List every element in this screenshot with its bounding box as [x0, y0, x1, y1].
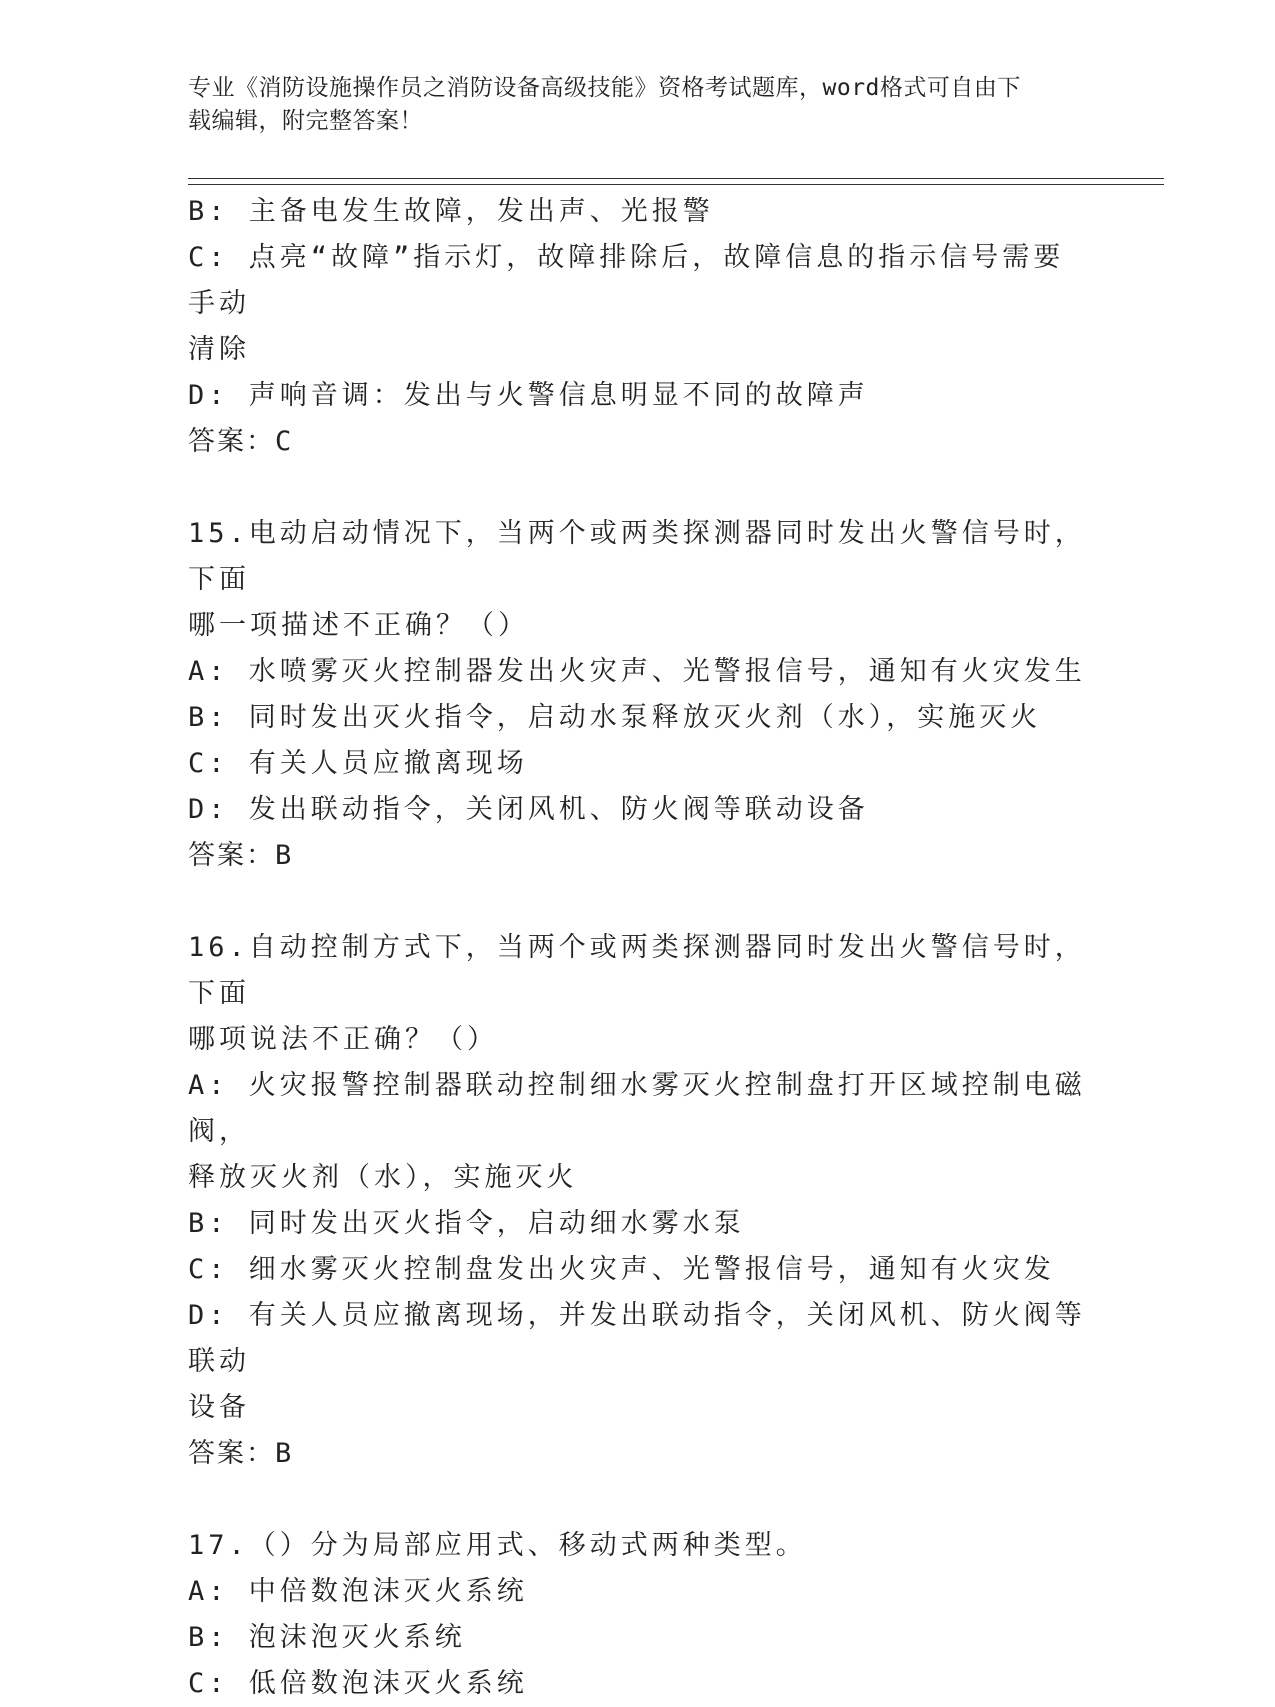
option-a-line-2: 释放灭火剂（水），实施灭火	[188, 1162, 578, 1193]
spacer	[188, 879, 1088, 925]
option-a-line-1: A: 火灾报警控制器联动控制细水雾灭火控制盘打开区域控制电磁阀，	[188, 1070, 1086, 1147]
option-b: B: 泡沫泡灭火系统	[188, 1622, 466, 1653]
question-14-tail	[188, 189, 1088, 465]
question-stem-line-1: 15.电动启动情况下，当两个或两类探测器同时发出火警信号时，下面	[188, 518, 1086, 595]
question-15	[188, 511, 1088, 879]
question-stem-line-2: 哪一项描述不正确？（）	[188, 610, 529, 641]
question-stem-line-2: 哪项说法不正确？（）	[188, 1024, 498, 1055]
option-d: D: 声响音调：发出与火警信息明显不同的故障声	[188, 380, 869, 411]
option-c: C: 细水雾灭火控制盘发出火灾声、光警报信号，通知有火灾发	[188, 1254, 1055, 1285]
answer: 答案：B	[188, 1438, 294, 1469]
option-b: B: 同时发出灭火指令，启动细水雾水泵	[188, 1208, 745, 1239]
option-b: B: 主备电发生故障，发出声、光报警	[188, 196, 714, 227]
option-a: A: 中倍数泡沫灭火系统	[188, 1576, 528, 1607]
spacer	[188, 465, 1088, 511]
option-d-line-2: 设备	[188, 1392, 250, 1423]
header-rule-bottom	[188, 184, 1164, 185]
option-a: A: 水喷雾灭火控制器发出火灾声、光警报信号，通知有火灾发生	[188, 656, 1086, 687]
question-stem-line-1: 16.自动控制方式下，当两个或两类探测器同时发出火警信号时，下面	[188, 932, 1086, 1009]
header-rule-top	[188, 178, 1164, 179]
option-c-line-1: C: 点亮“故障”指示灯，故障排除后，故障信息的指示信号需要手动	[188, 242, 1065, 319]
document-header	[188, 72, 1078, 138]
question-16	[188, 925, 1088, 1477]
option-d: D: 发出联动指令，关闭风机、防火阀等联动设备	[188, 794, 869, 825]
option-c: C: 有关人员应撤离现场	[188, 748, 528, 779]
question-17	[188, 1523, 1088, 1707]
option-c: C: 低倍数泡沫灭火系统	[188, 1668, 528, 1699]
answer: 答案：B	[188, 840, 294, 871]
header-line-1: 专业《消防设施操作员之消防设备高级技能》资格考试题库，word格式可自由下	[188, 75, 1021, 101]
answer: 答案：C	[188, 426, 294, 457]
header-line-2: 载编辑，附完整答案！	[188, 108, 423, 134]
option-d-line-1: D: 有关人员应撤离现场，并发出联动指令，关闭风机、防火阀等联动	[188, 1300, 1086, 1377]
spacer	[188, 1477, 1088, 1523]
option-c-line-2: 清除	[188, 334, 250, 365]
question-stem: 17.（）分为局部应用式、移动式两种类型。	[188, 1530, 807, 1561]
question-list	[188, 189, 1088, 1707]
option-b: B: 同时发出灭火指令，启动水泵释放灭火剂（水），实施灭火	[188, 702, 1042, 733]
